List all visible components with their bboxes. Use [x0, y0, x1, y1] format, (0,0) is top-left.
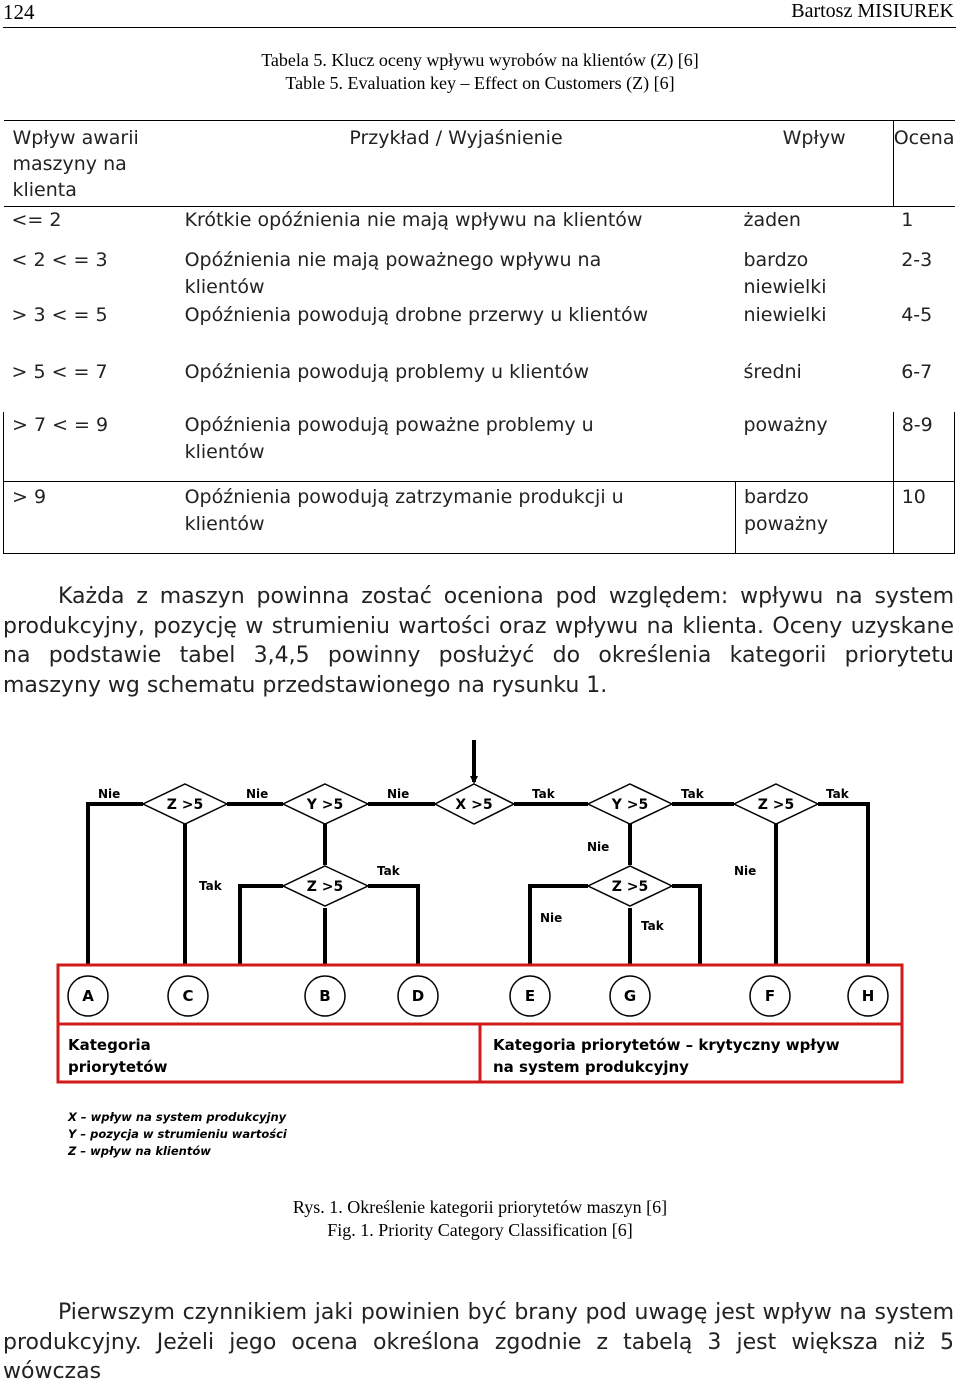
- evaluation-key-table: [3, 120, 955, 554]
- table-cell: poważny: [735, 412, 893, 482]
- decision-label: X >5: [455, 797, 493, 813]
- table-row: [4, 302, 955, 359]
- running-header-author: Bartosz MISIUREK: [791, 0, 954, 22]
- branch-label-no: Nie: [587, 840, 610, 854]
- category-label: C: [182, 987, 194, 1005]
- branch-label-no: Nie: [246, 787, 269, 801]
- category-label: F: [764, 987, 776, 1005]
- decision-label: Z >5: [166, 797, 204, 813]
- branch-label-no: Nie: [734, 864, 757, 878]
- branch-label-yes: Tak: [826, 787, 849, 801]
- table-cell: niewielki: [743, 303, 827, 326]
- table-cell: Opóźnienia powodują drobne przerwy u klientów: [184, 303, 649, 326]
- category-label: A: [82, 987, 94, 1005]
- legend-item: Z – wpływ na klientów: [68, 1144, 211, 1158]
- flow-connectors: [88, 740, 868, 966]
- table-cell: > 3 < = 5: [11, 303, 108, 326]
- table-cell: < 2 < = 3: [11, 248, 108, 271]
- table-cell: > 9: [4, 482, 177, 554]
- table-row: [4, 244, 955, 302]
- body-paragraph: [3, 1298, 954, 1387]
- table-cell: <= 2: [11, 209, 62, 231]
- table-cell: Opóźnienia powodują zatrzymanie produkcji u klientów: [177, 482, 736, 554]
- category-label: G: [623, 987, 637, 1005]
- table-cell: > 7 < = 9: [4, 412, 177, 482]
- table-cell: 2-3: [901, 248, 933, 271]
- priority-flowchart: [0, 730, 960, 1170]
- category-label: B: [319, 987, 331, 1005]
- table-row: [4, 412, 955, 482]
- table-header-example: Przykład / Wyjaśnienie: [177, 121, 736, 207]
- legend-item: Y – pozycja w strumieniu wartości: [68, 1127, 287, 1141]
- table-cell: Opóźnienia powodują problemy u klientów: [184, 360, 590, 383]
- table-row: [4, 482, 955, 554]
- table-caption-en: Table 5. Evaluation key – Effect on Customers (Z) [6]: [285, 73, 675, 93]
- paragraph-text: Pierwszym czynnikiem jaki powinien być brany pod uwagę jest wpływ na system produkcyjny. Jeżeli jego ocena określona zgodnie z tabelą 3 jest większa niż 5 wówczas: [3, 1300, 954, 1384]
- legend-item: X – wpływ na system produkcyjny: [68, 1110, 287, 1124]
- decision-label: Z >5: [306, 879, 344, 895]
- table-caption-pl: Tabela 5. Klucz oceny wpływu wyrobów na klientów (Z) [6]: [261, 50, 699, 70]
- decision-label: Y >5: [306, 797, 344, 813]
- table-cell: średni: [743, 360, 802, 383]
- table-cell: żaden: [743, 209, 801, 231]
- branch-label-yes: Tak: [641, 919, 664, 933]
- category-box-label-left: Kategoria priorytetów: [68, 1036, 168, 1076]
- table-row: [4, 359, 955, 412]
- table-cell: 8-9: [893, 412, 954, 482]
- branch-label-yes: Tak: [199, 879, 222, 893]
- branch-label-no: Nie: [387, 787, 410, 801]
- table-cell: 6-7: [901, 360, 933, 383]
- branch-label-no: Nie: [98, 787, 121, 801]
- category-label: D: [411, 987, 425, 1005]
- category-box-label-right: Kategoria priorytetów – krytyczny wpływ na system produkcyjny: [493, 1036, 840, 1076]
- decision-label: Y >5: [611, 797, 649, 813]
- decision-label: Z >5: [757, 797, 795, 813]
- diagram-legend: [68, 1109, 287, 1160]
- figure-caption-en: Fig. 1. Priority Category Classification [6]: [327, 1220, 633, 1240]
- table-cell: 4-5: [901, 303, 933, 326]
- branch-label-yes: Tak: [681, 787, 704, 801]
- branch-label-no: Nie: [540, 911, 563, 925]
- table-cell: 1: [901, 209, 914, 231]
- table-cell: Opóźnienia nie mają poważnego wpływu na klientów: [184, 248, 602, 298]
- table-header-impact: Wpływ awarii maszyny na klienta: [4, 121, 177, 207]
- body-paragraph: [3, 582, 954, 700]
- table-cell: bardzo niewielki: [743, 248, 827, 298]
- table-cell: bardzo poważny: [735, 482, 893, 554]
- figure-caption-pl: Rys. 1. Określenie kategorii priorytetów maszyn [6]: [292, 1197, 668, 1217]
- page-number: 124: [3, 0, 35, 24]
- paragraph-text: Każda z maszyn powinna zostać oceniona pod względem: wpływu na system produkcyjny, pozycję w strumieniu wartości oraz wpływu na klienta. Oceny uzyskane na podstawie tabel 3,4,5 powinny posłużyć do określenia kategorii priorytetu maszyny wg schematu przedstawionego na rysunku 1.: [3, 584, 954, 698]
- category-label: E: [524, 987, 536, 1005]
- branch-label-yes: Tak: [532, 787, 555, 801]
- table-cell: Opóźnienia powodują poważne problemy u klientów: [177, 412, 736, 482]
- category-label: H: [861, 987, 875, 1005]
- table-cell: 10: [893, 482, 954, 554]
- table-cell: Krótkie opóźnienia nie mają wpływu na klientów: [184, 209, 643, 231]
- decision-label: Z >5: [611, 879, 649, 895]
- table-header-rating: Ocena: [893, 121, 954, 207]
- branch-label-yes: Tak: [377, 864, 400, 878]
- table-row: [4, 207, 955, 244]
- table-header-effect: Wpływ: [735, 121, 893, 207]
- header-rule: [3, 27, 956, 28]
- table-cell: > 5 < = 7: [11, 360, 108, 383]
